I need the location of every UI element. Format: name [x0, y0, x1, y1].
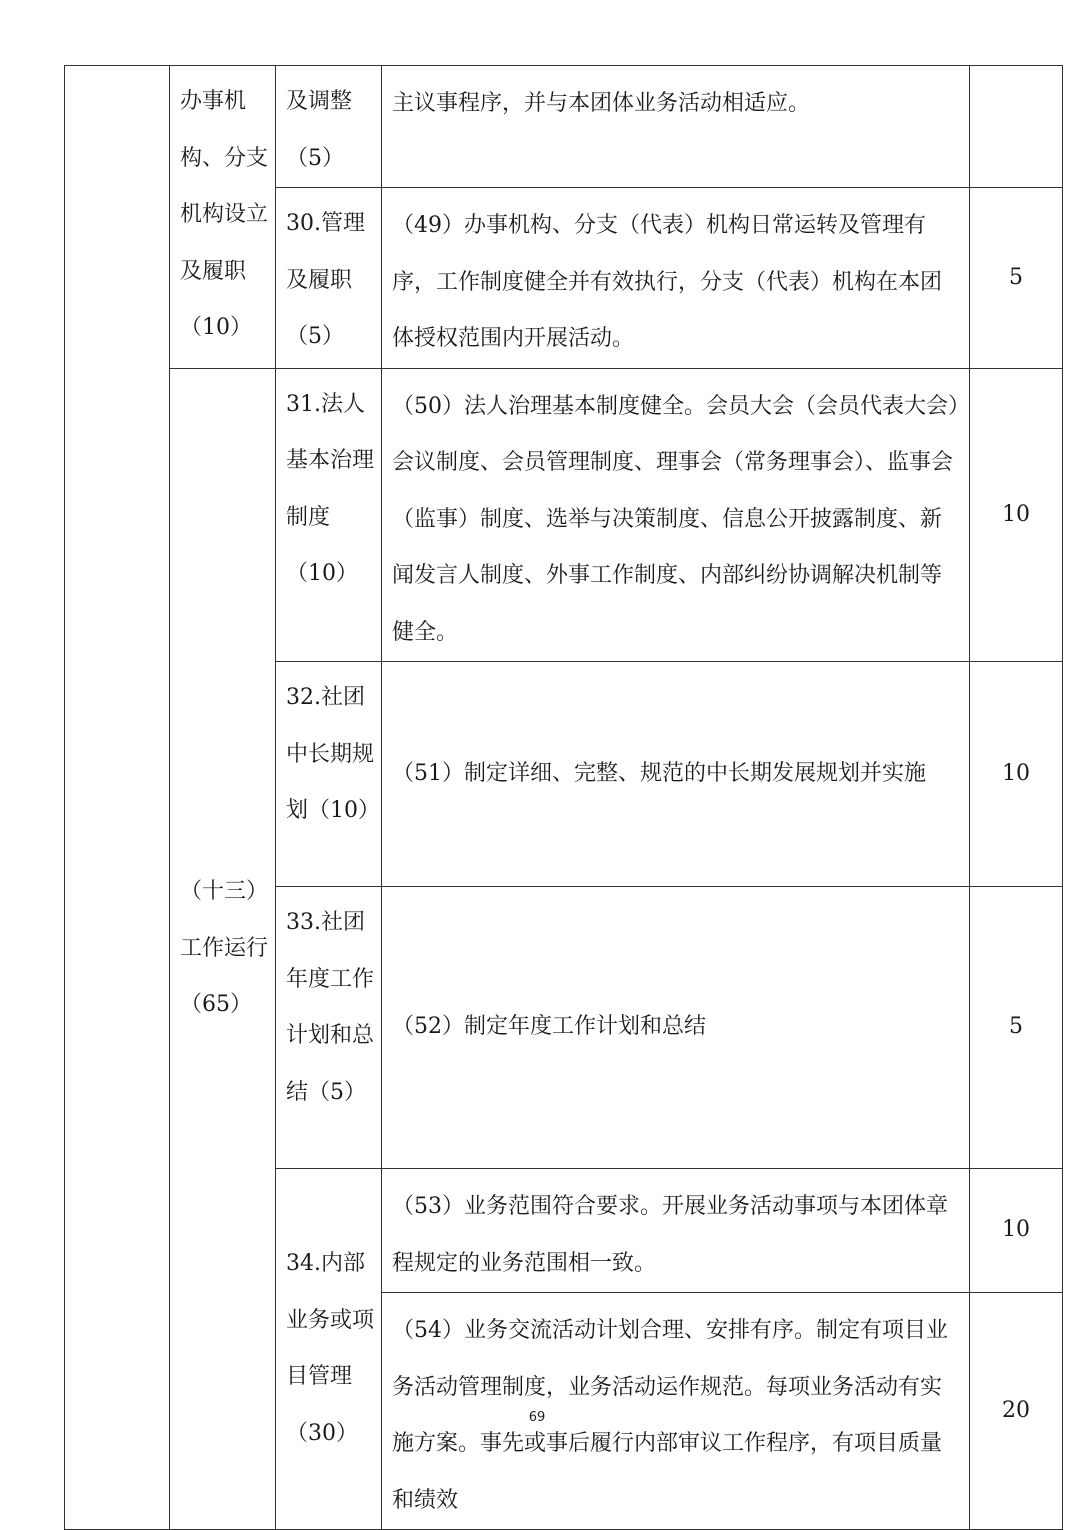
criterion-text: （52）制定年度工作计划和总结	[392, 1014, 706, 1040]
indicator-cell	[276, 887, 382, 1169]
indicator-label: 30.管理及履职（5）	[286, 211, 365, 349]
criterion-text: （51）制定详细、完整、规范的中长期发展规划并实施	[392, 760, 926, 786]
dimension-label: （十三）工作运行（65）	[180, 879, 269, 1017]
indicator-label: 及调整（5）	[286, 89, 353, 171]
criterion-cell	[382, 368, 970, 662]
table-row	[65, 66, 1063, 188]
table-row	[65, 368, 1063, 662]
score-cell: 5	[970, 188, 1063, 369]
blank-first-column	[65, 66, 170, 1530]
evaluation-table	[64, 65, 1063, 1530]
dimension-cell	[170, 66, 276, 369]
criterion-cell	[382, 1169, 970, 1293]
indicator-label: 34.内部业务或项目管理（30）	[286, 1251, 375, 1446]
criterion-text: （53）业务范围符合要求。开展业务活动事项与本团体章程规定的业务范围相一致。	[392, 1194, 948, 1276]
indicator-cell	[276, 188, 382, 369]
indicator-cell	[276, 662, 382, 887]
criterion-cell	[382, 66, 970, 188]
criterion-text: （49）办事机构、分支（代表）机构日常运转及管理有序，工作制度健全并有效执行，分支（代表）机构在本团体授权范围内开展活动。	[392, 213, 943, 351]
score-cell: 10	[970, 662, 1063, 887]
indicator-label: 33.社团年度工作计划和总结（5）	[286, 910, 375, 1105]
indicator-cell	[276, 1169, 382, 1530]
score-cell: 20	[970, 1293, 1063, 1530]
score-cell: 10	[970, 1169, 1063, 1293]
indicator-label: 32.社团中长期规划（10）	[286, 685, 380, 823]
criterion-text: 主议事程序，并与本团体业务活动相适应。	[392, 91, 811, 116]
page-number: 69	[528, 1410, 546, 1425]
score-cell: 5	[970, 887, 1063, 1169]
criterion-text: （54）业务交流活动计划合理、安排有序。制定有项目业务活动管理制度，业务活动运作规范。每项业务活动有实施方案。事先或事后履行内部审议工作程序，有项目质量和绩效	[392, 1318, 948, 1513]
criterion-cell	[382, 188, 970, 369]
indicator-cell	[276, 66, 382, 188]
score-cell: 10	[970, 368, 1063, 662]
dimension-label: 办事机构、分支机构设立及履职（10）	[180, 89, 269, 340]
score-cell	[970, 66, 1063, 188]
criterion-cell	[382, 887, 970, 1169]
dimension-cell	[170, 368, 276, 1530]
indicator-cell	[276, 368, 382, 662]
indicator-label: 31.法人基本治理制度（10）	[286, 391, 375, 586]
criterion-cell	[382, 662, 970, 887]
criterion-text: （50）法人治理基本制度健全。会员大会（会员代表大会）会议制度、会员管理制度、理事会（常务理事会）、监事会（监事）制度、选举与决策制度、信息公开披露制度、新闻发言人制度、外事工作制度、内部纠纷协调解决机制等健全。	[392, 393, 959, 645]
